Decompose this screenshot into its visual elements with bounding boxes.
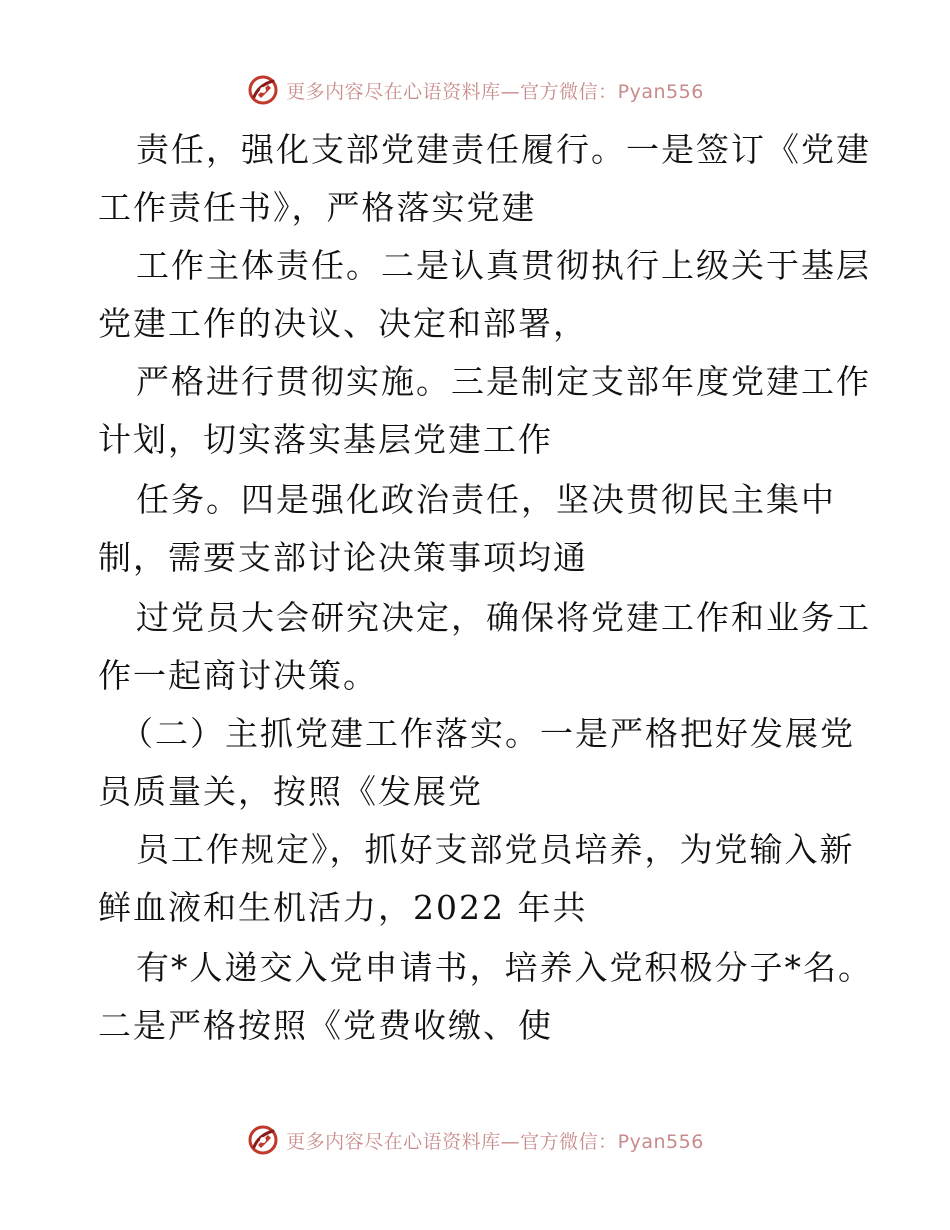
body-line: 党建工作的决议、决定和部署， — [98, 304, 588, 343]
logo-icon — [246, 1123, 280, 1157]
body-line: 工作主体责任。二是认真贯彻执行上级关于基层 — [136, 246, 871, 285]
body-line: 工作责任书》，严格落实党建 — [98, 188, 537, 227]
footer-watermark — [0, 1120, 950, 1160]
body-line: 严格进行贯彻实施。三是制定支部年度党建工作 — [136, 362, 871, 401]
logo-icon — [246, 73, 280, 107]
body-line: 员质量关，按照《发展党 — [98, 772, 483, 811]
body-line: 作一起商讨决策。 — [98, 656, 378, 695]
body-line: 员工作规定》，抓好支部党员培养，为党输入新 — [136, 830, 855, 869]
header-watermark — [0, 70, 950, 110]
body-line: 责任，强化支部党建责任履行。一是签订《党建 — [136, 130, 871, 169]
watermark-text: 更多内容尽在心语资料库—官方微信：Pyan556 — [286, 80, 704, 103]
body-line: 鲜血液和生机活力，2022 年共 — [98, 888, 588, 927]
body-line: 任务。四是强化政治责任，坚决贯彻民主集中 — [136, 480, 836, 519]
body-line: 二是严格按照《党费收缴、使 — [98, 1006, 553, 1045]
body-line: 计划，切实落实基层党建工作 — [98, 420, 553, 459]
body-line: （二）主抓党建工作落实。一是严格把好发展党 — [120, 714, 855, 753]
watermark-text: 更多内容尽在心语资料库—官方微信：Pyan556 — [286, 1130, 704, 1153]
body-line: 有*人递交入党申请书，培养入党积极分子*名。 — [136, 948, 873, 987]
body-line: 制，需要支部讨论决策事项均通 — [98, 538, 588, 577]
body-line: 过党员大会研究决定，确保将党建工作和业务工 — [136, 598, 871, 637]
